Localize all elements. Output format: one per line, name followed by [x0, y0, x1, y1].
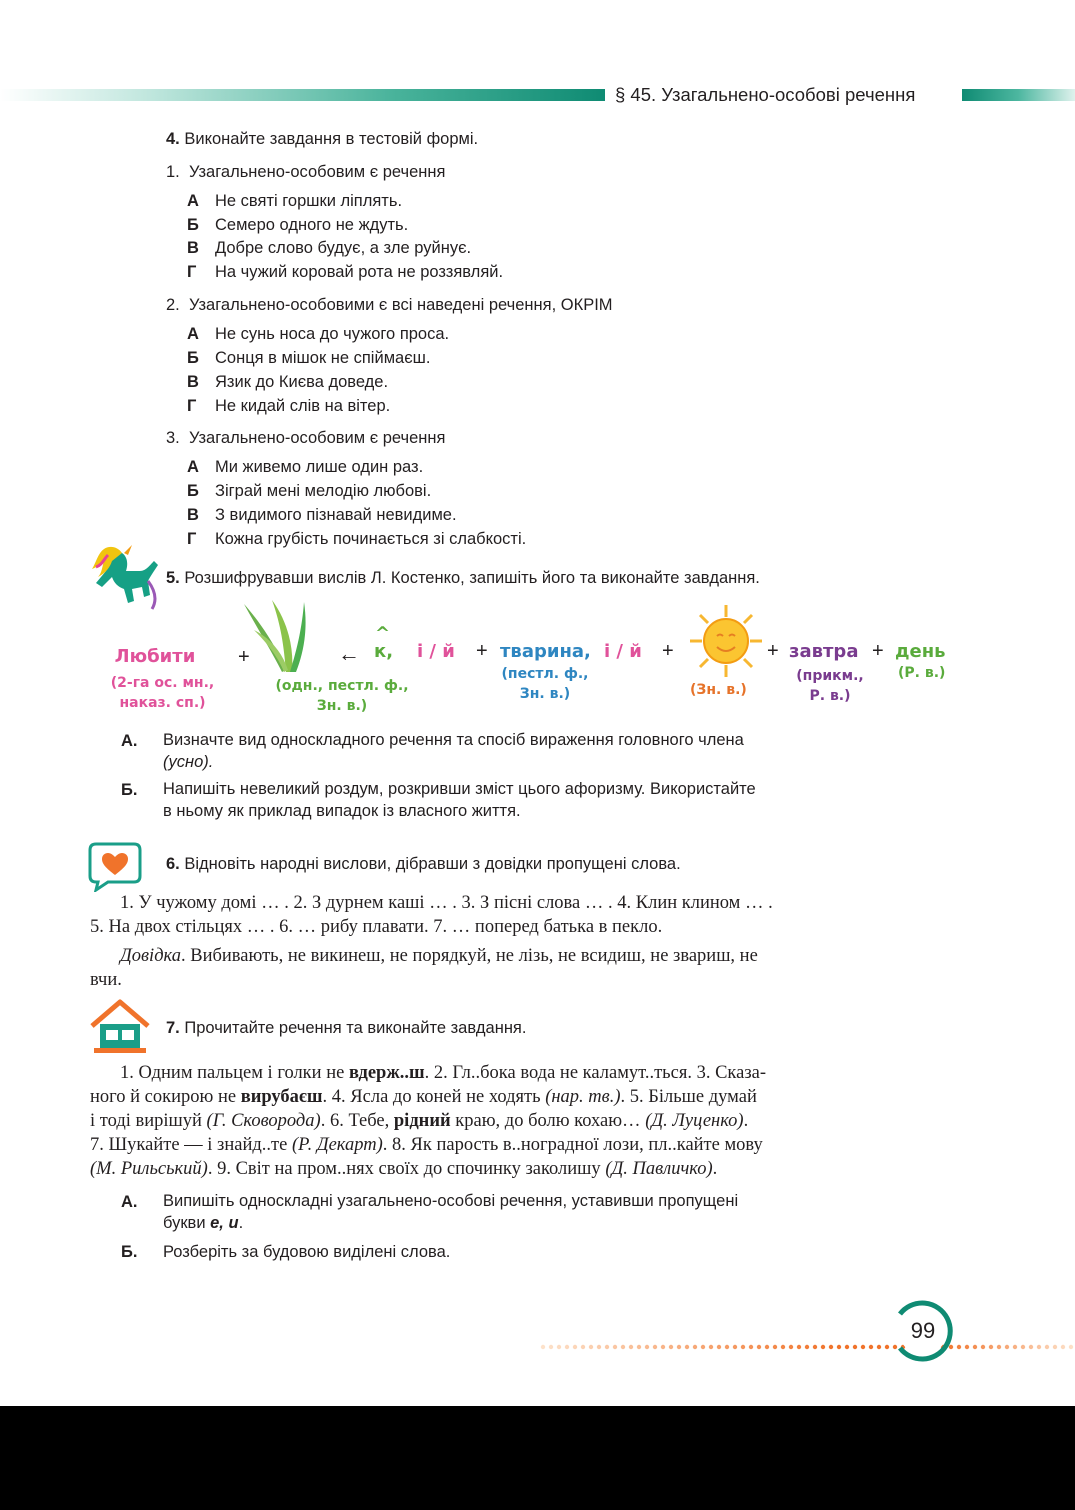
heart-speech-bubble-icon — [88, 842, 142, 892]
rebus-plus-4: + — [767, 640, 779, 662]
footer-dotted-line — [540, 1344, 1075, 1350]
option-2b: Б Сонця в мішок не спіймаєш. — [187, 349, 431, 367]
task7-line3: і тоді вирішуй (Г. Сковорода). 6. Тебе, рідний краю, до болю кохаю… (Д. Луценко). — [90, 1111, 749, 1131]
option-3c: В З видимого пізнавай невидиме. — [187, 506, 457, 524]
task7-line2: ного й сокирою не вирубаєш. 4. Ясла до коней не ходять (нар. тв.). 5. Більше думай — [90, 1087, 757, 1107]
task6-line2: 5. На двох стільцях … . 6. … рибу плавати. 7. … поперед батька в пекло. — [90, 917, 663, 937]
task7-line1: 1. Одним пальцем і голки не вдерж..ш. 2. Гл..бока вода не каламут..ться. 3. Сказа- — [120, 1063, 767, 1083]
rebus-word-tomorrow: завтра — [789, 641, 859, 662]
bottom-black-bar — [0, 1406, 1075, 1510]
rebus-note-animal: (пестл. ф., Зн. в.) — [501, 666, 589, 702]
header-bar-right — [962, 89, 1075, 101]
page-number: 99 — [910, 1318, 936, 1343]
task6-heading: 6. Відновіть народні вислови, дібравши з довідки пропущені слова. — [166, 855, 681, 873]
unicorn-icon — [88, 543, 160, 623]
task5-sub-a-text: Визначте вид односкладного речення та спосіб вираження головного члена (усно). — [163, 731, 744, 771]
option-1d: Г На чужий коровай рота не роззявляй. — [187, 263, 504, 281]
option-3a: А Ми живемо лише один раз. — [187, 458, 424, 476]
task7-sub-a-text: Випишіть односкладні узагальнено-особові речення, уставивши пропущені букви е, и. — [163, 1192, 739, 1232]
question-1: 1. Узагальнено-особовим є речення — [166, 163, 446, 181]
task5-sub-b-letter: Б. — [121, 781, 138, 799]
task7-sub-b-text: Розберіть за будовою виділені слова. — [163, 1243, 451, 1261]
option-3d: Г Кожна грубість починається зі слабкості. — [187, 530, 527, 548]
rebus-plus-3: + — [662, 640, 674, 662]
option-1c: В Добре слово будує, а зле руйнує. — [187, 239, 472, 257]
header-bar-left — [0, 89, 605, 101]
question-2: 2. Узагальнено-особовими є всі наведені речення, ОКРІМ — [166, 296, 613, 314]
task7-heading: 7. Прочитайте речення та виконайте завдання. — [166, 1019, 527, 1037]
task6-reference-line1: Довідка. Вибивають, не викинеш, не порядкуй, не лізь, не всидиш, не звариш, не — [120, 946, 758, 966]
task6-reference-line2: вчи. — [90, 970, 122, 990]
option-2d: Г Не кидай слів на вітер. — [187, 397, 391, 415]
rebus-i-y-2: і / й — [604, 641, 642, 662]
rebus-word-animal: тварина, — [500, 641, 591, 662]
option-1b: Б Семеро одного не ждуть. — [187, 216, 409, 234]
rebus-plus-1: + — [238, 646, 250, 668]
rebus-note-tomorrow: (прикм., Р. в.) — [796, 668, 864, 704]
rebus-plus-2: + — [476, 640, 488, 662]
page-header-title: § 45. Узагальнено-особові речення — [615, 84, 916, 105]
task7-line4: 7. Шукайте — і знайд..те (Р. Декарт). 8. Як парость в..ноградної лози, пл..кайте мову — [90, 1135, 763, 1155]
task5-heading: 5. Розшифрувавши вислів Л. Костенко, запишіть його та виконайте завдання. — [166, 569, 760, 587]
task7-sub-a-letter: А. — [121, 1193, 138, 1211]
house-icon — [88, 998, 152, 1054]
option-2a: А Не сунь носа до чужого проса. — [187, 325, 450, 343]
rebus-note-love: (2-га ос. мн., наказ. сп.) — [110, 675, 215, 711]
task6-line1: 1. У чужому домі … . 2. З дурнем каші … . 3. З пісні слова … . 4. Клин клином … . — [120, 893, 773, 913]
rebus-plus-5: + — [872, 640, 884, 662]
option-2c: В Язик до Києва доведе. — [187, 373, 389, 391]
question-3: 3. Узагальнено-особовим є речення — [166, 429, 446, 447]
task5-sub-b-text: Напишіть невеликий роздум, розкривши зміст цього афоризму. Використайте в ньому як приклад випадок із власного життя. — [163, 780, 756, 820]
rebus-word-day: день — [895, 641, 946, 662]
task7-sub-b-letter: Б. — [121, 1243, 138, 1261]
option-3b: Б Зіграй мені мелодію любові. — [187, 482, 432, 500]
rebus-hat: ^ — [375, 623, 391, 644]
rebus-note-grass: (одн., пестл. ф., Зн. в.) — [275, 678, 409, 714]
option-1a: А Не святі горшки ліплять. — [187, 192, 403, 210]
rebus-arrow: ← — [338, 641, 360, 666]
grass-icon — [242, 596, 318, 674]
rebus-word-love: Любити — [114, 646, 196, 667]
rebus-note-day: (Р. в.) — [898, 665, 946, 681]
rebus-note-sun: (Зн. в.) — [690, 682, 747, 698]
task5-sub-a-letter: А. — [121, 732, 138, 750]
task4-heading: 4. Виконайте завдання в тестовій формі. — [166, 130, 479, 148]
sun-icon — [688, 603, 764, 679]
rebus-i-y-1: і / й — [417, 641, 455, 662]
task7-line5: (М. Рильський). 9. Світ на пром..нях своїх до спочинку заколишу (Д. Павличко). — [90, 1159, 718, 1179]
rebus-letter-k: к, — [374, 641, 394, 662]
